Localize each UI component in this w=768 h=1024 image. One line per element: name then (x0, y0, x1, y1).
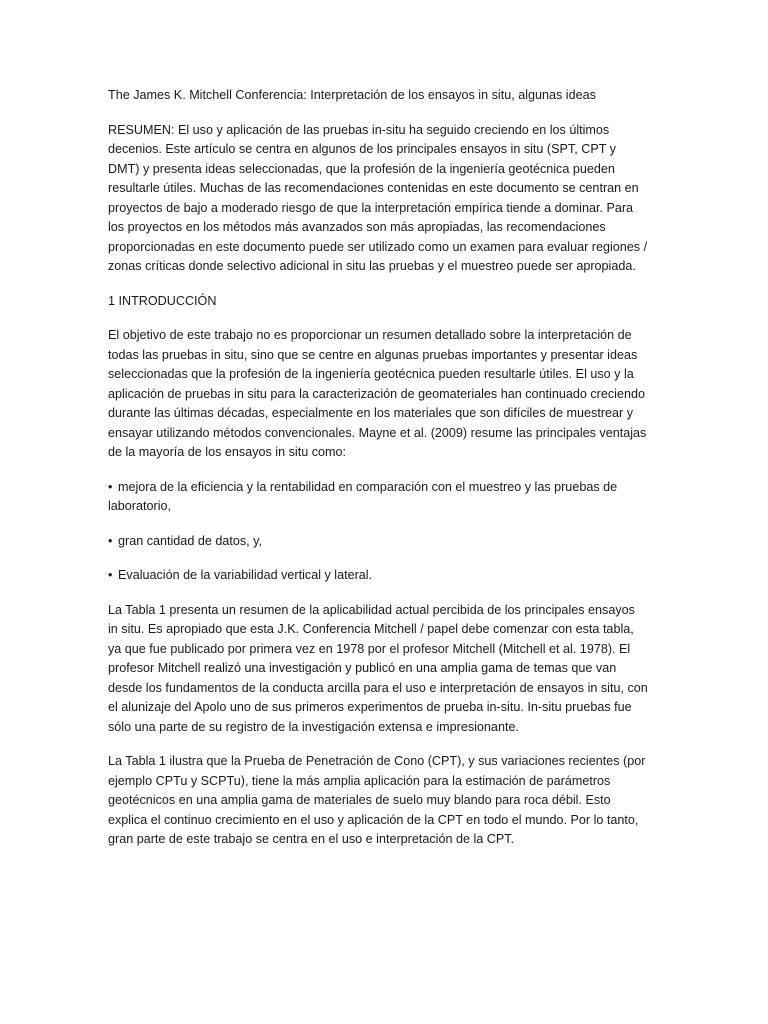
document-title: The James K. Mitchell Conferencia: Interpretación de los ensayos in situ, algunas ideas (108, 88, 596, 102)
bullet-icon: • (108, 568, 113, 582)
bullet-item (108, 478, 648, 517)
bullet-text: Evaluación de la variabilidad vertical y lateral. (118, 568, 373, 582)
bullet-text: mejora de la eficiencia y la rentabilidad en comparación con el muestreo y las pruebas de laboratorio, (108, 479, 618, 513)
bullet-text: gran cantidad de datos, y, (118, 533, 262, 548)
section-heading: 1 INTRODUCCIÓN (108, 293, 217, 308)
intro-paragraph: El objetivo de este trabajo no es proporcionar un resumen detallado sobre la interpretación de todas las pruebas in situ, sino que se centre en algunas pruebas importantes y presentar ideas seleccionadas que la profesión de la ingeniería geotécnica pueden resultarle útiles. El uso y la aplicación de pruebas in situ para la caracterización de geomateriales han continuado creciendo durante las últimas décadas, especialmente en los materiales que son difíciles de muestrear y ensayar utilizando métodos convencionales. Mayne et al. (2009) resume las principales ventajas de la mayoría de los ensayos in situ como: (108, 328, 647, 459)
bullet-icon: • (108, 479, 113, 494)
bullet-item (108, 532, 648, 552)
document-page (108, 86, 648, 865)
bullet-item (108, 566, 648, 586)
table1-paragraph: La Tabla 1 presenta un resumen de la aplicabilidad actual percibida de los principales ensayos in situ. Es apropiado que esta J.K. Conferencia Mitchell / papel debe comenzar con esta tabla, ya que fue publicado por primera vez en 1978 por el profesor Mitchell (Mitchell et al. 1978). El profesor Mitchell realizó una investigación y publicó en una amplia gama de temas que van desde los fundamentos de la conducta arcilla para el uso e interpretación de ensayos in situ, con el alunizaje del Apolo uno de sus primeros experimentos de prueba in-situ. In-situ pruebas fue sólo una parte de su registro de la investigación extensa e impresionante. (108, 602, 648, 734)
abstract-paragraph: RESUMEN: El uso y aplicación de las pruebas in-situ ha seguido creciendo en los últimos decenios. Este artículo se centra en algunos de los principales ensayos in situ (SPT, CPT y DMT) y presenta ideas seleccionadas, que la profesión de la ingeniería geotécnica pueden resultarle útiles. Muchas de las recomendaciones contenidas en este documento se centran en proyectos de bajo a moderado riesgo de que la interpretación empírica tiende a dominar. Para los proyectos en los métodos más avanzados son más apropiadas, las recomendaciones proporcionadas en este documento puede ser utilizado como un examen para evaluar regiones / zonas críticas donde selectivo adicional in situ las pruebas y el muestreo puede ser apropiada. (108, 122, 648, 273)
bullet-icon: • (108, 533, 113, 548)
cpt-paragraph: La Tabla 1 ilustra que la Prueba de Penetración de Cono (CPT), y sus variaciones recientes (por ejemplo CPTu y SCPTu), tiene la más amplia aplicación para la estimación de parámetros geotécnicos en una amplia gama de materiales de suelo muy blando para roca débil. Esto explica el continuo crecimiento en el uso y aplicación de la CPT en todo el mundo. Por lo tanto, gran parte de este trabajo se centra en el uso e interpretación de la CPT. (108, 754, 646, 846)
